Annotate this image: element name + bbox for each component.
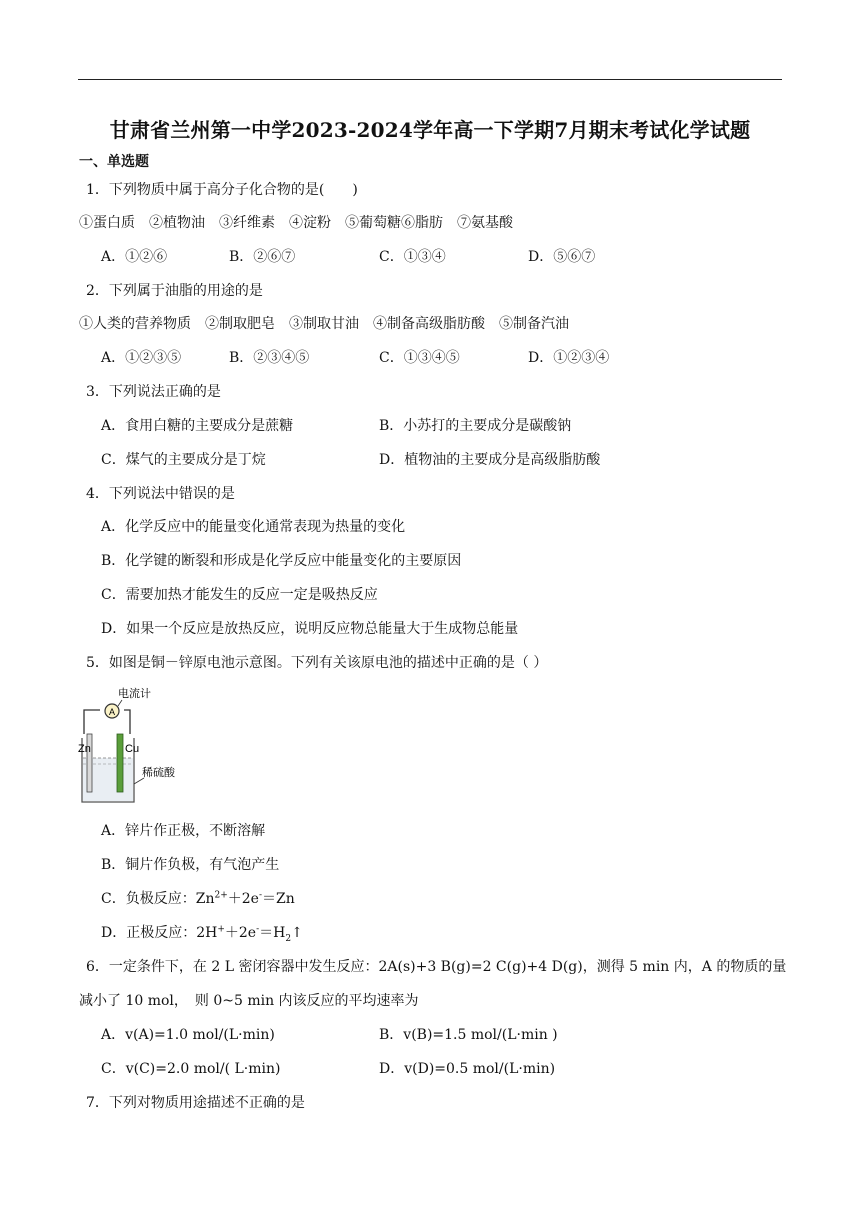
q5-stem: 5．如图是铜－锌原电池示意图。下列有关该原电池的描述中正确的是（ ） (86, 655, 548, 671)
q4-option-d: D．如果一个反应是放热反应，说明反应物总能量大于生成物总能量 (101, 621, 519, 637)
q4-option-c: C．需要加热才能发生的反应一定是吸热反应 (101, 587, 378, 603)
q4-stem: 4．下列说法中错误的是 (86, 486, 235, 502)
zn-cu-cell-figure (78, 684, 188, 806)
q2-items: ①人类的营养物质 ②制取肥皂 ③制取甘油 ④制备高级脂肪酸 ⑤制备汽油 (79, 316, 569, 332)
q6-option-d: D．v(D)=0.5 mol/(L·min) (379, 1061, 556, 1077)
q1-option-d: D．⑤⑥⑦ (528, 249, 596, 265)
q6-stem-line1: 6．一定条件下，在 2 L 密闭容器中发生反应：2A(s)+3 B(g)=2 C(g)+4 D(g)，测得 5 min 内，A 的物质的量 (86, 959, 787, 975)
q5-option-a: A．锌片作正极，不断溶解 (101, 823, 266, 839)
q3-option-c: C．煤气的主要成分是丁烷 (101, 452, 266, 468)
q6-stem-line2: 减小了 10 mol， 则 0~5 min 内该反应的平均速率为 (79, 993, 419, 1009)
page-title: 甘肃省兰州第一中学2023-2024学年高一下学期7月期末考试化学试题 (109, 118, 751, 142)
q6-option-a: A．v(A)=1.0 mol/(L·min) (101, 1027, 275, 1043)
ammeter-label: 电流计 (118, 688, 151, 700)
q3-stem: 3．下列说法正确的是 (86, 384, 221, 400)
q3-option-b: B．小苏打的主要成分是碳酸钠 (379, 418, 572, 434)
cu-label: Cu (125, 743, 140, 755)
q2-stem: 2．下列属于油脂的用途的是 (86, 283, 263, 299)
q1-stem: 1．下列物质中属于高分子化合物的是( ) (86, 182, 358, 198)
q1-option-c: C．①③④ (379, 249, 446, 265)
q6-option-b: B．v(B)=1.5 mol/(L·min ) (379, 1027, 558, 1043)
q2-option-a: A．①②③⑤ (101, 350, 182, 366)
q2-option-b: B．②③④⑤ (229, 350, 310, 366)
q4-option-a: A．化学反应中的能量变化通常表现为热量的变化 (101, 519, 406, 535)
q4-option-b: B．化学键的断裂和形成是化学反应中能量变化的主要原因 (101, 553, 462, 569)
zn-label: Zn (78, 743, 91, 755)
section-heading: 一、单选题 (79, 154, 149, 170)
q2-option-c: C．①③④⑤ (379, 350, 460, 366)
q1-option-b: B．②⑥⑦ (229, 249, 296, 265)
acid-label: 稀硫酸 (142, 767, 175, 779)
q6-option-c: C．v(C)=2.0 mol/( L·min) (101, 1061, 281, 1077)
ammeter-symbol: A (108, 707, 116, 717)
q7-stem: 7．下列对物质用途描述不正确的是 (86, 1095, 305, 1111)
q1-items: ①蛋白质 ②植物油 ③纤维素 ④淀粉 ⑤葡萄糖⑥脂肪 ⑦氨基酸 (79, 215, 513, 231)
q5-option-d: D．正极反应：$2H^++2e^-=H_2↑$ (101, 924, 303, 944)
header-rule (78, 79, 782, 80)
q5-option-c: C．负极反应：$Zn^{2+}+2e^-=Zn$ (101, 890, 295, 907)
q3-option-a: A．食用白糖的主要成分是蔗糖 (101, 418, 294, 434)
q3-option-d: D．植物油的主要成分是高级脂肪酸 (379, 452, 601, 468)
q2-option-d: D．①②③④ (528, 350, 610, 366)
q5-option-b: B．铜片作负极，有气泡产生 (101, 857, 280, 873)
copper-plate (117, 734, 123, 792)
q1-option-a: A．①②⑥ (101, 249, 168, 265)
